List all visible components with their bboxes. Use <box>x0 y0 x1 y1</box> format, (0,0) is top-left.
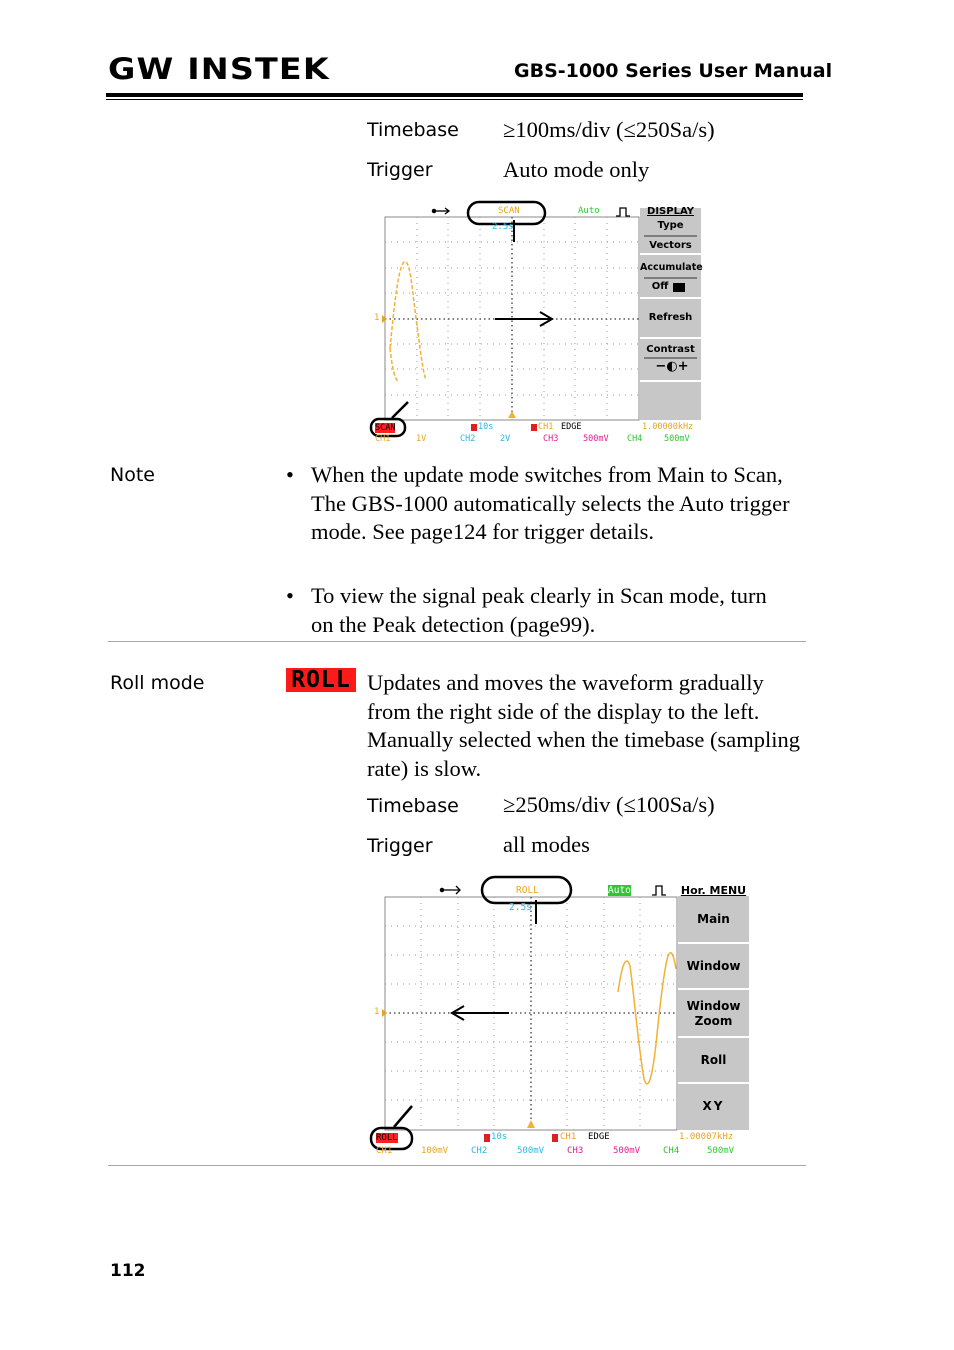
scan-ch1-label: CH1 <box>375 434 391 444</box>
scan-softkey-contrast[interactable]: Contrast <box>646 344 695 355</box>
scan-ch4-scale: 500mV <box>664 434 690 444</box>
roll-softkey-main[interactable]: Main <box>697 912 730 926</box>
roll-trigger-type: EDGE <box>588 1132 610 1142</box>
scan-mode-label: SCAN <box>498 206 520 216</box>
gw-instek-logo: GW INSTEK <box>108 52 330 86</box>
roll-frequency: 1.00007kHz <box>679 1132 734 1142</box>
header-rule-thin <box>106 99 803 100</box>
scan-ch1-marker: 1 <box>374 313 380 323</box>
header-rule-thick <box>106 93 803 97</box>
scope-screen-scan <box>368 198 704 448</box>
roll-menu-title: Hor. MENU <box>680 884 747 897</box>
roll-softkey-window[interactable]: Window <box>686 959 741 973</box>
roll-ch1-scale: 100mV <box>421 1146 449 1156</box>
roll-trigger-status: Auto <box>608 885 631 896</box>
scan-trigger-value: Auto mode only <box>503 157 650 182</box>
roll-trigger-value: all modes <box>503 832 590 857</box>
scan-frequency: 1.00000kHz <box>642 422 694 432</box>
manual-title: GBS-1000 Series User Manual <box>514 60 833 82</box>
note-bullet-2: To view the signal peak clearly in Scan mode, turn on the Peak detection (page99). <box>311 583 767 637</box>
roll-trigger-label: Trigger <box>367 835 433 857</box>
roll-bottom-mode-badge: ROLL <box>376 1133 398 1143</box>
roll-softkey-window-zoom-line1[interactable]: Window <box>686 999 741 1013</box>
roll-mode-badge: ROLL <box>286 668 356 692</box>
scan-menu-title: DISPLAY <box>647 206 694 217</box>
scan-ch1-scale: 1V <box>416 434 427 444</box>
scan-m-marker <box>471 424 477 431</box>
scope-screen-roll <box>368 874 752 1160</box>
roll-ch3-scale: 500mV <box>613 1146 641 1156</box>
note-bullet-2-marker: • <box>286 583 294 608</box>
roll-ch2-label: CH2 <box>471 1146 488 1156</box>
scan-ch3-label: CH3 <box>543 434 559 444</box>
roll-timebase-value: ≥250ms/div (≤100Sa/s) <box>503 792 715 817</box>
roll-ch1-marker: 1 <box>374 1007 380 1017</box>
scan-ch2-scale: 2V <box>500 434 511 444</box>
roll-timebase-label: Timebase <box>367 795 459 817</box>
scan-t-marker <box>531 424 537 431</box>
scan-timebase-value: ≥100ms/div (≤250Sa/s) <box>503 117 715 142</box>
roll-mode-readout: ROLL <box>516 885 539 896</box>
scan-timebase-label: Timebase <box>367 119 459 141</box>
scan-bottom-mode-badge: SCAN <box>375 423 396 433</box>
roll-ch1-label: CH1 <box>376 1146 393 1156</box>
scan-t-channel: CH1 <box>538 422 554 432</box>
roll-m-marker <box>484 1134 490 1142</box>
scan-contrast-adjust-icon[interactable]: −◐+ <box>655 359 689 374</box>
scan-trigger-label: Trigger <box>367 159 433 181</box>
scan-accumulate-toggle-icon <box>673 283 685 292</box>
scan-softkey-type-label[interactable]: Type <box>657 220 684 231</box>
scan-softkey-accumulate-label[interactable]: Accumulate <box>640 262 703 273</box>
scan-ch2-label: CH2 <box>460 434 476 444</box>
roll-softkey-xy[interactable]: XY <box>702 1099 725 1113</box>
roll-t-channel: CH1 <box>560 1132 577 1142</box>
scan-trigger-status: Auto <box>578 206 600 216</box>
scan-m-time: 10s <box>478 422 494 432</box>
roll-ch4-label: CH4 <box>663 1146 680 1156</box>
section-divider <box>108 641 806 642</box>
roll-softkey-roll[interactable]: Roll <box>700 1053 727 1067</box>
roll-timebase-readout: 2.5s <box>509 902 532 913</box>
scan-ch3-scale: 500mV <box>583 434 609 444</box>
note-bullet-1-marker: • <box>286 462 294 487</box>
page-number: 112 <box>110 1261 146 1281</box>
scan-softkey-type-value[interactable]: Vectors <box>649 240 692 251</box>
roll-mode-label: Roll mode <box>110 672 205 694</box>
scan-softkey-accumulate-value[interactable]: Off <box>651 281 669 292</box>
roll-ch2-scale: 500mV <box>517 1146 545 1156</box>
scan-ch4-label: CH4 <box>627 434 643 444</box>
roll-softkey-window-zoom-line2[interactable]: Zoom <box>694 1014 733 1028</box>
roll-ch4-scale: 500mV <box>707 1146 735 1156</box>
scan-timebase-readout: 2.5s <box>492 222 514 232</box>
roll-softkey-panel <box>678 896 749 1130</box>
note-label: Note <box>110 464 155 486</box>
scan-trigger-type: EDGE <box>561 422 582 432</box>
scan-softkey-refresh[interactable]: Refresh <box>648 312 693 323</box>
roll-mode-description: Updates and moves the waveform gradually from the right side of the display to the left. Manually selected when the timebase (sampling rate) is slow. <box>367 670 800 781</box>
roll-m-time: 10s <box>491 1132 508 1142</box>
roll-t-marker <box>552 1134 558 1142</box>
roll-ch3-label: CH3 <box>567 1146 584 1156</box>
note-bullet-1: When the update mode switches from Main to Scan, The GBS-1000 automatically selects the Auto trigger mode. See page124 for trigger details. <box>311 462 790 544</box>
bottom-divider <box>108 1165 806 1166</box>
